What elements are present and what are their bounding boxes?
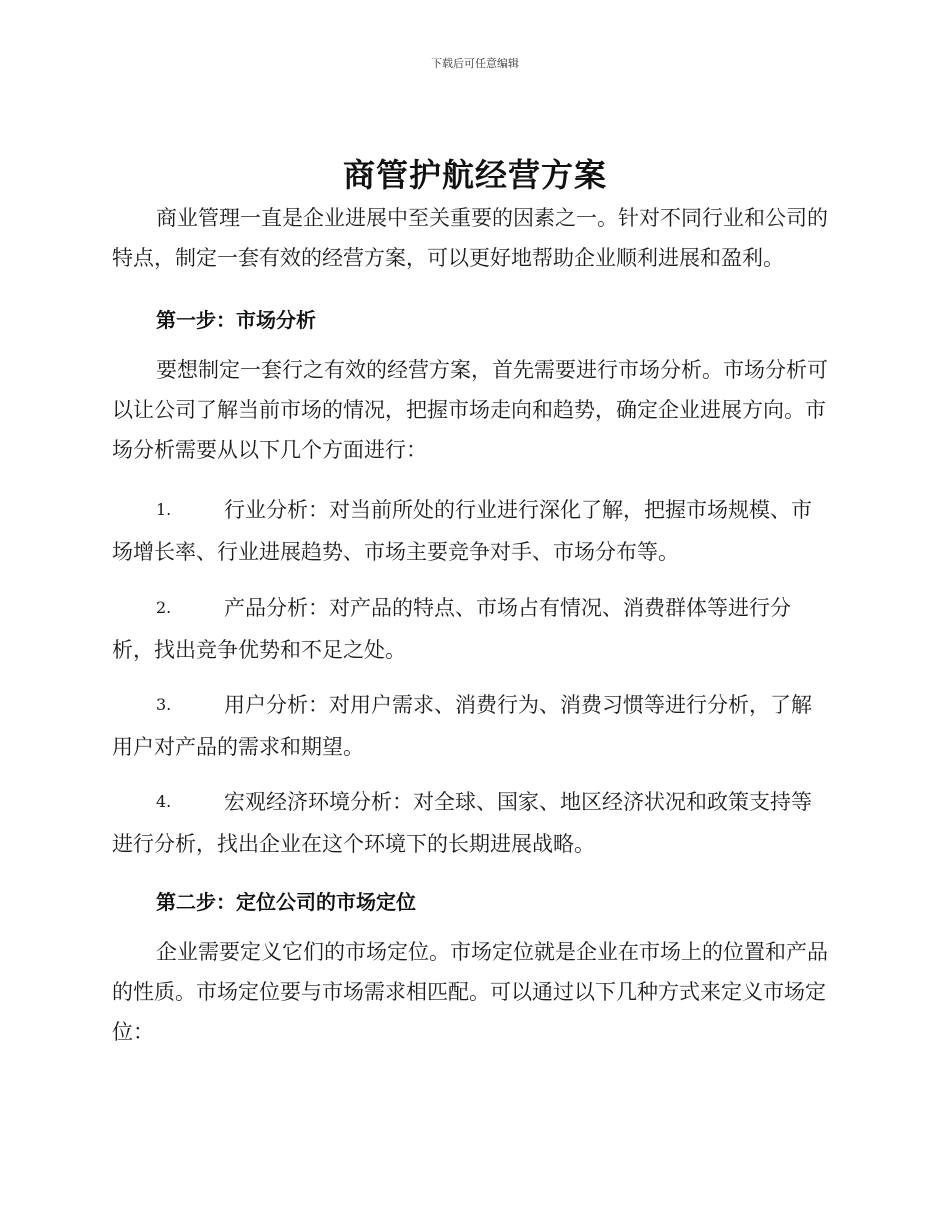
step1-paragraph: 要想制定一套行之有效的经营方案，首先需要进行市场分析。市场分析可以让公司了解当前市场的情况，把握市场走向和趋势，确定企业进展方向。市场分析需要从以下几个方面进行： (112, 358, 828, 462)
list-item-number: 4. (156, 792, 172, 811)
document-title: 商管护航经营方案 (342, 156, 607, 194)
list-item-number: 1. (156, 500, 172, 519)
list-item (112, 489, 836, 573)
list-item-text-continued: 进行分析，找出企业在这个环境下的长期进展战略。 (112, 832, 595, 856)
list-item-text: 产品分析：对产品的特点、市场占有情况、消费群体等进行分 (224, 596, 791, 620)
header-note: 下载后可任意编辑 (431, 57, 519, 70)
list-item-number: 2. (156, 598, 172, 617)
step1-heading: 第一步：市场分析 (156, 308, 316, 332)
list-item-text: 用户分析：对用户需求、消费行为、消费习惯等进行分析，了解 (224, 693, 812, 717)
list-item-text: 宏观经济环境分析：对全球、国家、地区经济状况和政策支持等 (224, 790, 812, 814)
list-item (112, 781, 836, 865)
list-item (112, 684, 836, 768)
list-item-text-continued: 用户对产品的需求和期望。 (112, 735, 364, 759)
list-item-text: 行业分析：对当前所处的行业进行深化了解，把握市场规模、市 (224, 498, 812, 522)
list-item-number: 3. (156, 695, 172, 714)
list-item (112, 587, 836, 671)
step2-heading: 第二步：定位公司的市场定位 (156, 890, 416, 914)
intro-paragraph: 商业管理一直是企业进展中至关重要的因素之一。针对不同行业和公司的特点，制定一套有效的经营方案，可以更好地帮助企业顺利进展和盈利。 (112, 206, 828, 270)
list-item-text-continued: 场增长率、行业进展趋势、市场主要竞争对手、市场分布等。 (112, 540, 679, 564)
list-item-text-continued: 析，找出竞争优势和不足之处。 (112, 638, 406, 662)
step2-paragraph: 企业需要定义它们的市场定位。市场定位就是企业在市场上的位置和产品的性质。市场定位要与市场需求相匹配。可以通过以下几种方式来定义市场定位： (112, 940, 828, 1044)
